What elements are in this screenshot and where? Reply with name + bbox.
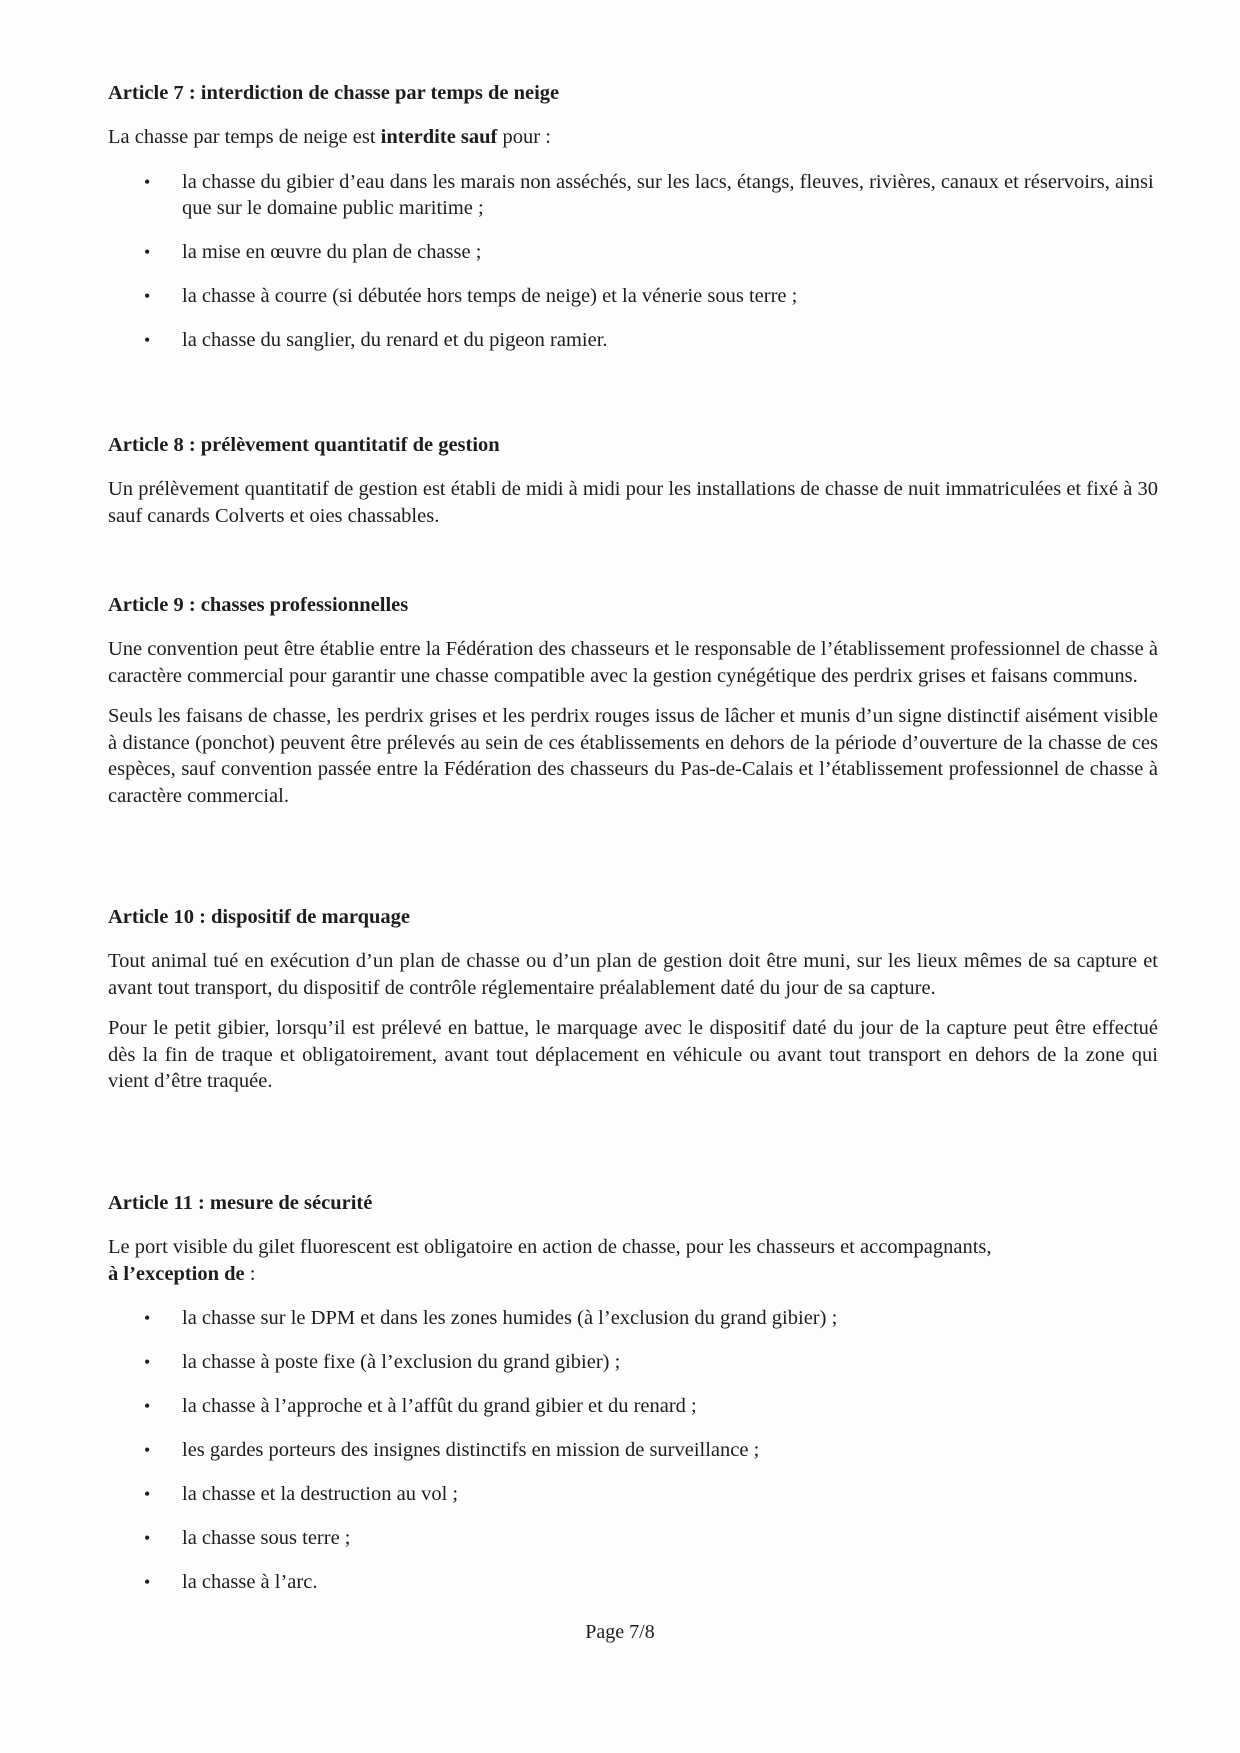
list-item-text: la chasse à courre (si débutée hors temps de neige) et la vénerie sous terre ; [182, 285, 798, 307]
article-8-title: Article 8 : prélèvement quantitatif de gestion [108, 434, 500, 456]
bullet-icon: • [144, 1484, 151, 1504]
article-10 [108, 904, 1158, 1109]
list-item-text: la chasse et la destruction au vol ; [182, 1483, 459, 1505]
article-7 [108, 80, 1158, 371]
list-item-text: les gardes porteurs des insignes distinctifs en mission de surveillance ; [182, 1439, 760, 1461]
page-number: Page 7/8 [585, 1621, 655, 1643]
article-11-title: Article 11 : mesure de sécurité [108, 1192, 373, 1214]
list-item [108, 1481, 1158, 1508]
list-item-text: la chasse du sanglier, du renard et du pigeon ramier. [182, 329, 608, 351]
list-item-text: la chasse à poste fixe (à l’exclusion du grand gibier) ; [182, 1351, 621, 1373]
bullet-icon: • [144, 1528, 151, 1548]
article-9 [108, 592, 1158, 823]
article-9-paragraph-1: Une convention peut être établie entre la Fédération des chasseurs et le responsable de l’établissement professionnel de chasse à caractère commercial pour garantir une chasse compatible avec la gestion cynégétique des perdrix grises et faisans communs. [108, 638, 1158, 687]
article-10-paragraph-2: Pour le petit gibier, lorsqu’il est prélevé en battue, le marquage avec le dispositif daté du jour de la capture peut être effectué dès la fin de traque et obligatoirement, avant tout déplacement en véhicule ou avant tout transport en dehors de la zone qui vient d’être traquée. [108, 1017, 1158, 1092]
bullet-icon: • [144, 1352, 151, 1372]
bullet-icon: • [144, 171, 151, 192]
article-11-list [108, 1305, 1158, 1596]
list-item [108, 1437, 1158, 1464]
article-11 [108, 1190, 1158, 1613]
article-8-text: Un prélèvement quantitatif de gestion est établi de midi à midi pour les installations de chasse de nuit immatriculées et fixé à 30 sauf canards Colverts et oies chassables. [108, 478, 1158, 527]
list-item [108, 1305, 1158, 1332]
article-7-intro-bold: interdite sauf [380, 126, 498, 148]
list-item [108, 283, 1158, 310]
list-item [108, 1569, 1158, 1596]
list-item-text: la mise en œuvre du plan de chasse ; [182, 241, 482, 263]
list-item-text: la chasse à l’approche et à l’affût du grand gibier et du renard ; [182, 1395, 697, 1417]
list-item [108, 239, 1158, 266]
bullet-icon: • [144, 1440, 151, 1460]
article-9-paragraph-2: Seuls les faisans de chasse, les perdrix grises et les perdrix rouges issus de lâcher et munis d’un signe distinctif aisément visible à distance (ponchot) peuvent être prélevés au sein de ces établissements en dehors de la période d’ouverture de la chasse de ces espèces, sauf convention passée entre la Fédération des chasseurs du Pas-de-Calais et l’établissement professionnel de chasse à caractère commercial. [108, 705, 1158, 807]
article-10-title: Article 10 : dispositif de marquage [108, 906, 410, 928]
list-item-text: la chasse du gibier d’eau dans les marais non asséchés, sur les lacs, étangs, fleuves, rivières, canaux et réservoirs, ainsi que sur le domaine public maritime ; [182, 170, 1154, 219]
article-7-intro-end: pour : [497, 126, 551, 148]
bullet-icon: • [144, 242, 151, 262]
article-11-intro [108, 1234, 1158, 1287]
list-item-text: la chasse sur le DPM et dans les zones humides (à l’exclusion du grand gibier) ; [182, 1307, 838, 1329]
article-7-title: Article 7 : interdiction de chasse par temps de neige [108, 82, 560, 104]
list-item [108, 169, 1158, 222]
list-item-text: la chasse à l’arc. [182, 1571, 318, 1593]
list-item-text: la chasse sous terre ; [182, 1527, 351, 1549]
list-item [108, 1349, 1158, 1376]
list-item [108, 1525, 1158, 1552]
article-11-intro-text: Le port visible du gilet fluorescent est obligatoire en action de chasse, pour les chasseurs et accompagnants, [108, 1236, 992, 1258]
article-11-intro-end: : [244, 1262, 256, 1285]
bullet-icon: • [144, 330, 151, 350]
bullet-icon: • [144, 1572, 151, 1592]
article-7-intro-text: La chasse par temps de neige est [108, 126, 381, 148]
list-item [108, 1393, 1158, 1420]
article-8 [108, 432, 1158, 543]
bullet-icon: • [144, 1396, 151, 1416]
article-7-intro [108, 124, 1158, 151]
article-10-paragraph-1: Tout animal tué en exécution d’un plan de chasse ou d’un plan de gestion doit être muni, sur les lieux mêmes de sa capture et avant tout transport, du dispositif de contrôle réglementaire préalablement daté du jour de sa capture. [108, 950, 1158, 999]
article-11-intro-bold: à l’exception de [108, 1262, 245, 1285]
bullet-icon: • [144, 286, 151, 306]
bullet-icon: • [144, 1308, 151, 1328]
article-7-list [108, 169, 1158, 354]
article-9-title: Article 9 : chasses professionnelles [108, 594, 409, 616]
list-item [108, 327, 1158, 354]
